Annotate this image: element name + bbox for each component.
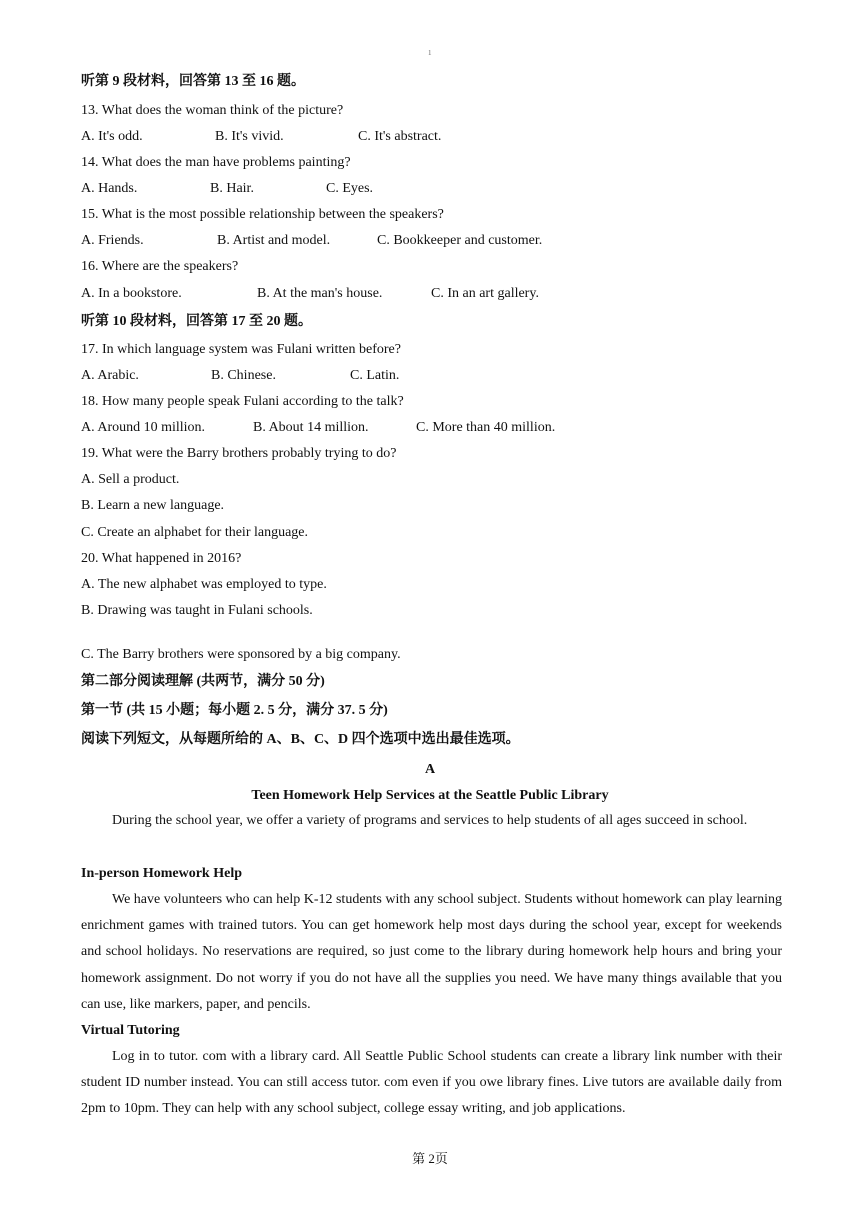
question-19: 19. What were the Barry brothers probably trying to do? <box>81 446 397 461</box>
option-c: C. More than 40 million. <box>416 420 556 435</box>
part2-instruction: 阅读下列短文，从每题所给的 A、B、C、D 四个选项中选出最佳选项。 <box>81 732 520 747</box>
question-17: 17. In which language system was Fulani written before? <box>81 342 401 357</box>
option-c: C. It's abstract. <box>358 129 442 144</box>
option-a: A. In a bookstore. <box>81 286 182 301</box>
heading-in-person-help: In-person Homework Help <box>81 866 242 881</box>
passage-title: Teen Homework Help Services at the Seattle Public Library <box>251 788 609 803</box>
question-13: 13. What does the woman think of the picture? <box>81 103 344 118</box>
option-c: C. Bookkeeper and customer. <box>377 233 543 248</box>
question-18: 18. How many people speak Fulani according to the talk? <box>81 394 404 409</box>
option-a: A. It's odd. <box>81 129 143 144</box>
option-b: B. Chinese. <box>211 368 276 383</box>
question-20-option-a: A. The new alphabet was employed to type. <box>81 577 327 592</box>
question-19-option-a: A. Sell a product. <box>81 472 180 487</box>
question-20-option-c: C. The Barry brothers were sponsored by a big company. <box>81 647 401 662</box>
part2-section1: 第一节 (共 15 小题；每小题 2. 5 分，满分 37. 5 分) <box>81 703 388 718</box>
part2-title: 第二部分阅读理解 (共两节，满分 50 分) <box>81 674 325 689</box>
option-c: C. Eyes. <box>326 181 374 196</box>
option-c: C. In an art gallery. <box>431 286 539 301</box>
option-b: B. About 14 million. <box>253 420 369 435</box>
passage-letter: A <box>424 762 436 777</box>
section10-heading: 听第 10 段材料，回答第 17 至 20 题。 <box>81 314 312 329</box>
question-19-option-b: B. Learn a new language. <box>81 498 225 513</box>
heading-virtual-tutoring: Virtual Tutoring <box>81 1023 180 1038</box>
question-19-option-c: C. Create an alphabet for their language. <box>81 525 309 540</box>
option-b: B. It's vivid. <box>215 129 284 144</box>
option-c: C. Latin. <box>350 368 400 383</box>
option-a: A. Around 10 million. <box>81 420 206 435</box>
question-14: 14. What does the man have problems painting? <box>81 155 351 170</box>
option-b: B. Artist and model. <box>217 233 331 248</box>
question-20: 20. What happened in 2016? <box>81 551 242 566</box>
option-b: B. Hair. <box>210 181 254 196</box>
top-page-mark: 1 <box>428 49 432 57</box>
option-a: A. Friends. <box>81 233 144 248</box>
option-a: A. Hands. <box>81 181 138 196</box>
section9-heading: 听第 9 段材料，回答第 13 至 16 题。 <box>81 74 305 89</box>
passage-intro: During the school year, we offer a variety of programs and services to help students of all ages succeed in school. <box>112 813 748 828</box>
option-a: A. Arabic. <box>81 368 139 383</box>
paragraph-in-person-help: We have volunteers who can help K-12 students with any school subject. Students without homework can play learning enrichment games with trained tutors. You can get homework help most days during the school year, except for weekends and school holidays. No reservations are required, so just come to the library during homework help hours and bring your homework assignment. Do not worry if you do not have all the supplies you need. We have many things available that you can use, like markers, paper, and pencils. <box>81 892 782 1012</box>
page-number: 第 2页 <box>412 1151 448 1166</box>
question-16: 16. Where are the speakers? <box>81 259 239 274</box>
question-15: 15. What is the most possible relationship between the speakers? <box>81 207 444 222</box>
question-20-option-b: B. Drawing was taught in Fulani schools. <box>81 603 313 618</box>
paragraph-virtual-tutoring: Log in to tutor. com with a library card. All Seattle Public School students can create a library link number with their student ID number instead. You can still access tutor. com even if you owe library fines. Live tutors are available daily from 2pm to 10pm. They can help with any school subject, college essay writing, and job applications. <box>81 1049 782 1117</box>
option-b: B. At the man's house. <box>257 286 383 301</box>
